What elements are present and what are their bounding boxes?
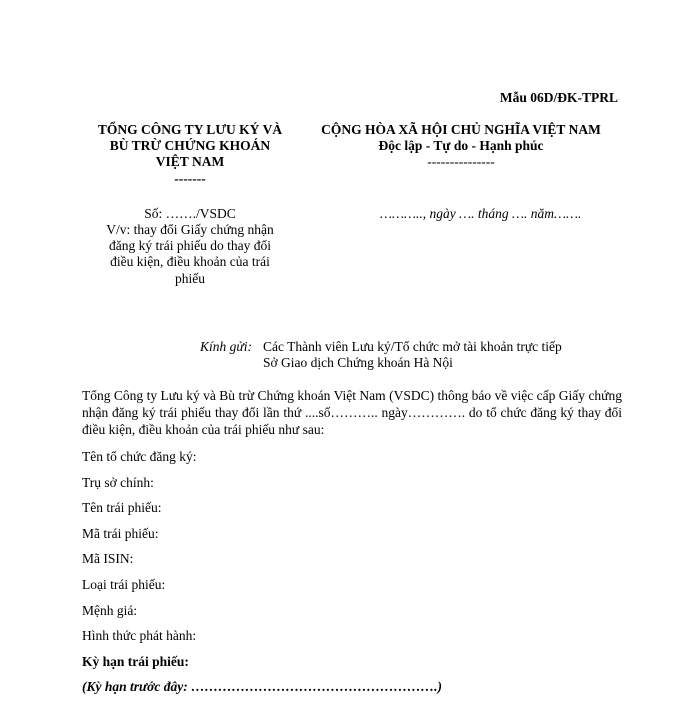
organization-name-line: TỔNG CÔNG TY LƯU KÝ VÀ: [97, 122, 283, 137]
recipient-line: Các Thành viên Lưu ký/Tổ chức mở tài khoản trực tiếp: [263, 339, 562, 354]
form-code: Mẫu 06D/ĐK-TPRL: [499, 90, 618, 105]
reference-number: Số: ……./VSDC: [144, 206, 236, 221]
recipient-label: Kính gửi:: [200, 339, 252, 354]
field-issuance-method: Hình thức phát hành:: [82, 628, 197, 644]
intro-paragraph: Tổng Công ty Lưu ký và Bù trừ Chứng khoán Việt Nam (VSDC) thông báo về việc cấp Giấy chứng nhận đăng ký trái phiếu thay đổi lần thứ ....số……….. ngày…………. do tổ chức đăng ký thay đổi điều kiện, điều khoản của trái phiếu như sau:: [82, 388, 622, 437]
field-bond-code: Mã trái phiếu:: [82, 525, 159, 541]
field-bond-name: Tên trái phiếu:: [82, 500, 162, 516]
field-par-value: Mệnh giá:: [82, 602, 138, 618]
recipient-list: [263, 339, 562, 371]
field-head-office: Trụ sở chính:: [82, 474, 154, 490]
subject-line: đăng ký trái phiếu do thay đổi: [109, 238, 271, 254]
national-motto: Độc lập - Tự do - Hạnh phúc: [378, 138, 544, 154]
field-list: [82, 448, 442, 704]
field-bond-term: Kỳ hạn trái phiếu:: [82, 653, 189, 669]
organization-name-line: VIỆT NAM: [155, 154, 225, 170]
field-bond-type: Loại trái phiếu:: [82, 576, 166, 592]
subject-line: điều kiện, điều khoản của trái: [110, 254, 270, 270]
recipient-line: Sở Giao dịch Chứng khoán Hà Nội: [263, 355, 453, 371]
document-subject: [80, 222, 300, 287]
national-divider: ---------------: [427, 154, 495, 170]
field-previous-term: (Kỳ hạn trước đây: ……………………………………………….): [82, 679, 442, 695]
national-title: CỘNG HÒA XÃ HỘI CHỦ NGHĨA VIỆT NAM: [321, 122, 601, 137]
field-registrant-name: Tên tổ chức đăng ký:: [82, 449, 197, 464]
organization-divider: -------: [174, 170, 206, 186]
issuing-organization: [80, 122, 300, 187]
subject-line: phiếu: [175, 270, 205, 286]
field-isin: Mã ISIN:: [82, 551, 134, 567]
national-header: [298, 122, 624, 171]
date-line: ……….., ngày …. tháng …. năm…….: [380, 206, 582, 221]
subject-line: V/v: thay đổi Giấy chứng nhận: [106, 222, 274, 237]
organization-name-line: BÙ TRỪ CHỨNG KHOÁN: [109, 138, 271, 154]
